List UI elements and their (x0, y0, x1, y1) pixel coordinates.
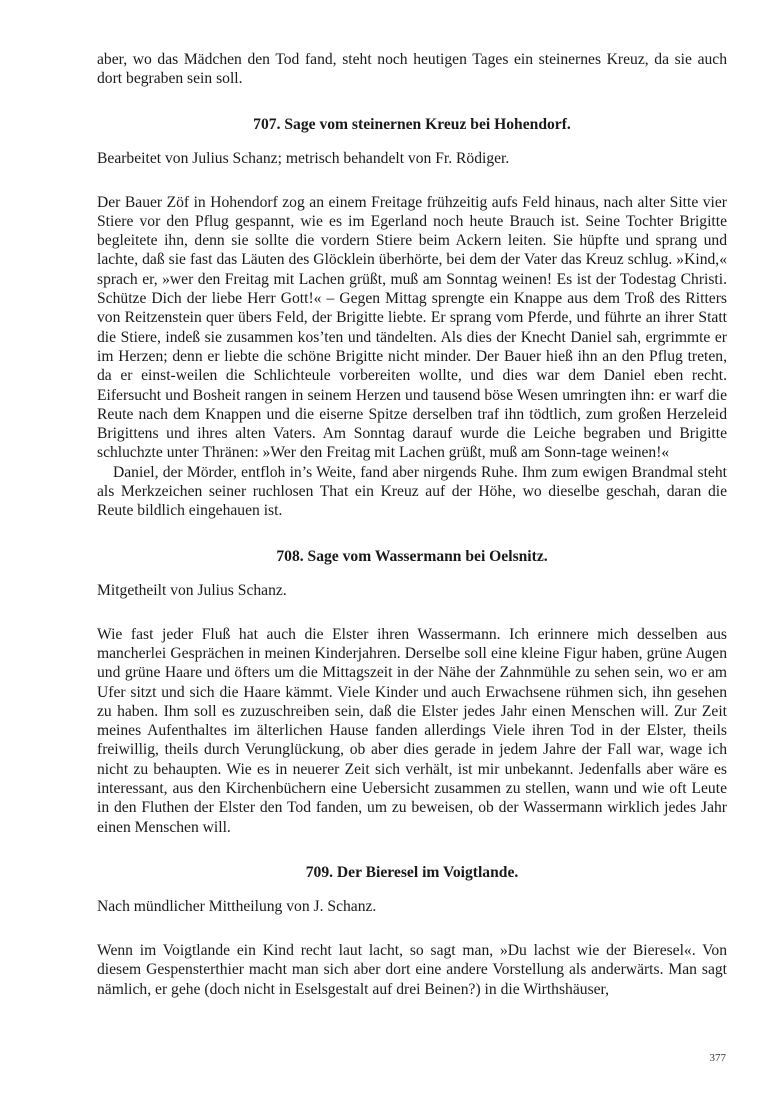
section-title: 708. Sage vom Wassermann bei Oelsnitz. (276, 547, 548, 565)
section-paragraph: Der Bauer Zöf in Hohendorf zog an einem Freitage frühzeitig aufs Feld hinaus, nach alter Sitte vier Stiere vor den Pflug gespannt, wie es im Egerland noch heute Brauch ist. Seine Tochter Brigitte begleitete ihn, denn sie sollte die vordern Stiere beim Ackern leiten. Sie hüpfte und sprang und lachte, daß sie fast das Läuten des Glöcklein überhörte, bei dem der Vater das Kreuz schlug. »Kind,« sprach er, »wer den Freitag mit Lachen grüßt, muß am Sonntag weinen! Es ist der Todestag Christi. Schütze Dich der liebe Herr Gott!« – Gegen Mittag sprengte ein Knappe aus dem Troß des Ritters von Reitzenstein quer übers Feld, der Brigitte liebte. Er sprang vom Pferde, und führte an ihrer Statt die Stiere, indeß sie zusammen kos’ten und tändelten. Als dies der Knecht Daniel sah, ergrimmte er im Herzen; denn er liebte die schöne Brigitte nicht minder. Der Bauer hieß ihn an den Pflug treten, da er einst-weilen die Schlichteule vorbereiten wollte, und dies war dem Daniel eben recht. Eifersucht und Bosheit rangen in seinem Herzen und tausend böse Wesen umringten ihn: er warf die Reute nach dem Knappen und die eiserne Spitze derselben traf ihn tödtlich, zum großen Herzeleid Brigittens und ihres alten Vaters. Am Sonntag darauf wurde die Leiche begraben und Brigitte schluchzte unter Thränen: »Wer den Freitag mit Lachen grüßt, muß am Sonn-tage weinen!« (97, 193, 727, 462)
section-709 (97, 863, 727, 999)
section-title: 707. Sage vom steinernen Kreuz bei Hohendorf. (253, 115, 571, 133)
section-708 (97, 547, 727, 837)
section-paragraph: Wenn im Voigtlande ein Kind recht laut lacht, so sagt man, »Du lachst wie der Bieresel«. Von diesem Gespensterthier macht man sich aber dort eine andere Vorstellung als anderwärts. Man sagt nämlich, er gehe (doch nicht in Eselsgestalt auf drei Beinen?) in die Wirthshäuser, (97, 941, 727, 998)
page-number: 377 (709, 1052, 726, 1064)
section-byline: Bearbeitet von Julius Schanz; metrisch behandelt von Fr. Rödiger. (97, 149, 510, 167)
section-paragraph: Wie fast jeder Fluß hat auch die Elster ihren Wassermann. Ich erinnere mich desselben aus mancherlei Gesprächen in meinen Kinderjahren. Derselbe soll eine kleine Figur haben, grüne Augen und grüne Haare und öfters um die Mittagszeit in der Nähe der Zahnmühle zu sehen sein, wo er am Ufer sitzt und sich die Haare kämmt. Viele Kinder und auch Erwachsene rühmen sich, ihn gesehen zu haben. Ihm soll es zuzuschreiben sein, daß die Elster jedes Jahr einen Menschen will. Zur Zeit meines Aufenthaltes im älterlichen Hause fanden allerdings Viele ihren Tod in der Elster, theils freiwillig, theils durch Verunglückung, ob aber dies gerade in jedem Jahre der Fall war, wage ich nicht zu behaupten. Wie es in neuerer Zeit sich verhält, ist mir unbekannt. Jedenfalls aber wäre es interessant, aus den Kirchenbüchern eine Uebersicht zusammen zu stellen, wann und wie oft Leute in den Fluthen der Elster den Tod fanden, um zu beweisen, ob der Wassermann wirklich jedes Jahr einen Menschen will. (97, 625, 727, 836)
section-byline: Mitgetheilt von Julius Schanz. (97, 581, 287, 599)
page-body (97, 50, 727, 999)
section-title: 709. Der Bieresel im Voigtlande. (305, 863, 519, 881)
section-byline: Nach mündlicher Mittheilung von J. Schanz. (97, 897, 377, 915)
section-707 (97, 115, 727, 521)
intro-paragraph: aber, wo das Mädchen den Tod fand, steht noch heutigen Tages ein steinernes Kreuz, da sie auch dort begraben sein soll. (97, 51, 727, 88)
section-paragraph: Daniel, der Mörder, entfloh in’s Weite, fand aber nirgends Ruhe. Ihm zum ewigen Brandmal steht als Merkzeichen seiner ruchlosen That ein Kreuz auf der Höhe, wo dieselbe geschah, daran die Reute bildlich eingehauen ist. (97, 463, 727, 520)
